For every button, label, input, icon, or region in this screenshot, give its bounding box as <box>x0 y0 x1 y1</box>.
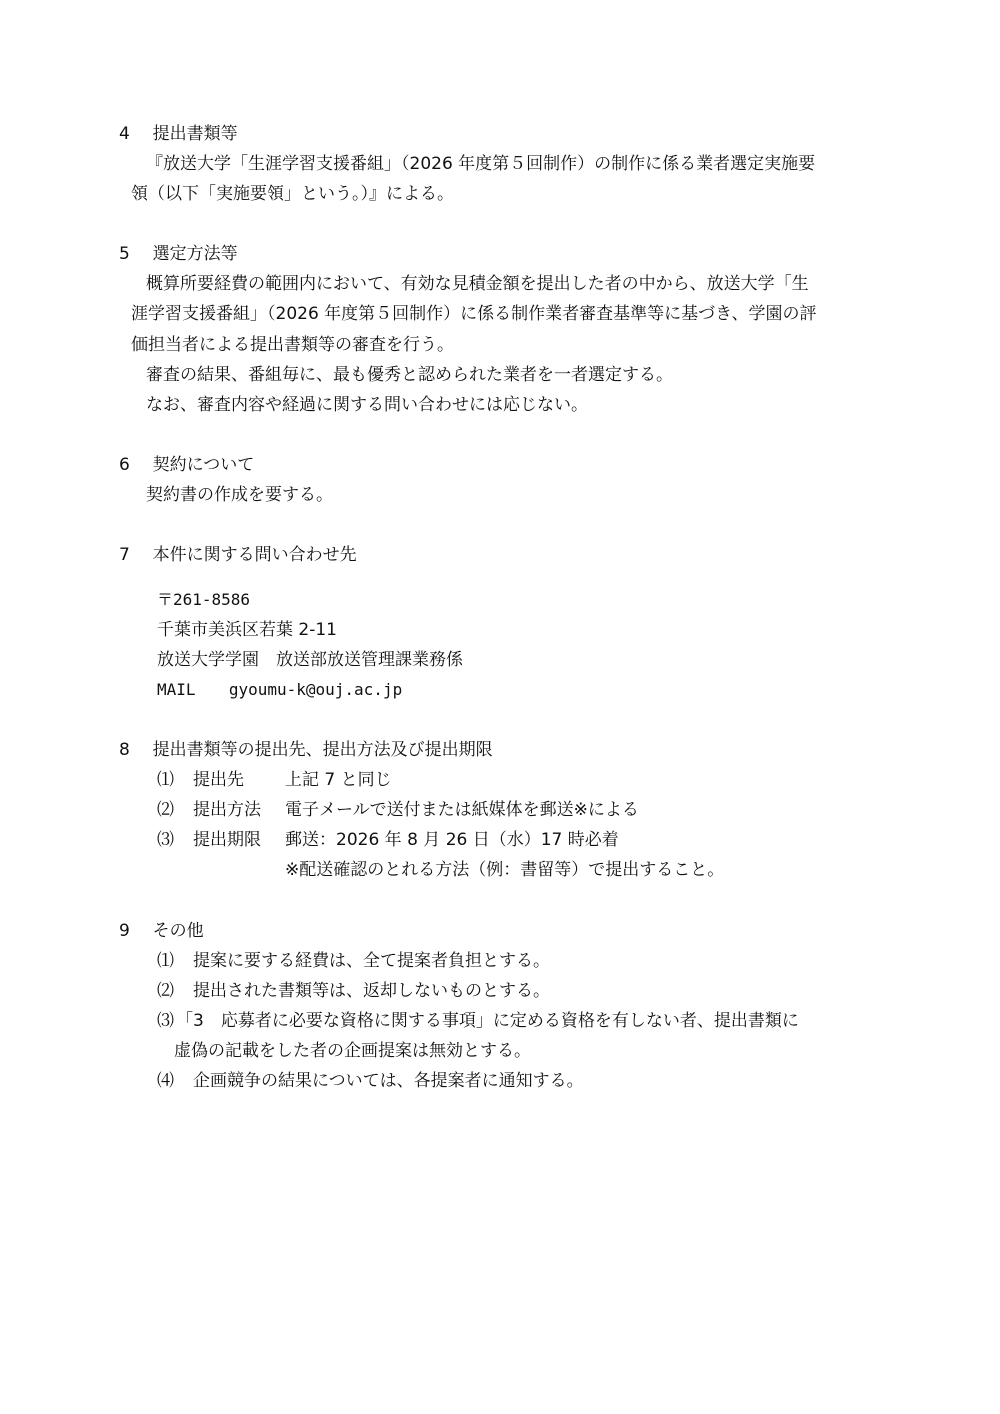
item-number: ⑶ <box>157 830 174 850</box>
section-5-line-3: 価担当者による提出書類等の審査を行う。 <box>131 335 454 355</box>
section-4-line-1: 『放送大学「生涯学習支援番組」（2026 年度第５回制作）の制作に係る業者選定実施要 <box>146 154 816 174</box>
item-value: 上記 7 と同じ <box>285 770 392 790</box>
section-title: その他 <box>152 921 204 941</box>
contact-postal-code: 〒261-8586 <box>157 590 251 609</box>
section-8-heading <box>119 739 493 761</box>
section-5-line-1: 概算所要経費の範囲内において、有効な見積金額を提出した者の中から、放送大学「生 <box>146 274 809 294</box>
section-title: 提出書類等の提出先、提出方法及び提出期限 <box>152 740 493 760</box>
item-text: 提案に要する経費は、全て提案者負担とする。 <box>193 951 550 971</box>
section-number: 8 <box>119 740 130 760</box>
delivery-note: ※配送確認のとれる方法（例：書留等）で提出すること。 <box>285 860 725 880</box>
section-5-heading <box>119 243 238 265</box>
section-9-heading <box>119 920 204 942</box>
section-number: 9 <box>119 921 130 941</box>
section-title: 選定方法等 <box>152 244 238 264</box>
item-label: 提出方法 <box>193 800 261 820</box>
item-value: 電子メールで送付または紙媒体を郵送※による <box>285 800 639 820</box>
mail-label: MAIL <box>157 680 196 699</box>
section-6-heading <box>119 454 254 476</box>
item-text: 「3 応募者に必要な資格に関する事項」に定める資格を有しない者、提出書類に <box>176 1011 799 1031</box>
contact-mail <box>157 679 402 701</box>
item-text: 提出された書類等は、返却しないものとする。 <box>193 981 550 1001</box>
item-number: ⑵ <box>157 800 174 820</box>
section-5-line-4: 審査の結果、番組毎に、最も優秀と認められた業者を一者選定する。 <box>146 365 673 385</box>
section-title: 本件に関する問い合わせ先 <box>152 545 357 565</box>
item-number: ⑷ <box>157 1071 174 1091</box>
section-number: 6 <box>119 455 130 475</box>
item-text: 企画競争の結果については、各提案者に通知する。 <box>193 1071 584 1091</box>
item-number: ⑵ <box>157 981 174 1001</box>
item-number: ⑴ <box>157 770 174 790</box>
section-6-line-1: 契約書の作成を要する。 <box>146 485 333 505</box>
section-7-heading <box>119 544 357 566</box>
section-title: 契約について <box>152 455 255 475</box>
section-title: 提出書類等 <box>152 124 238 144</box>
section-number: 7 <box>119 545 130 565</box>
item-text-continued: 虚偽の記載をした者の企画提案は無効とする。 <box>174 1041 531 1061</box>
contact-organization: 放送大学学園 放送部放送管理課業務係 <box>157 650 463 670</box>
section-number: 4 <box>119 124 130 144</box>
item-label: 提出先 <box>193 770 244 790</box>
item-number: ⑶ <box>157 1011 174 1031</box>
section-number: 5 <box>119 244 130 264</box>
section-5-line-5: なお、審査内容や経過に関する問い合わせには応じない。 <box>146 395 588 415</box>
section-4-heading <box>119 123 238 145</box>
item-label: 提出期限 <box>193 830 261 850</box>
contact-address: 千葉市美浜区若葉 2-11 <box>157 620 337 640</box>
item-number: ⑴ <box>157 951 174 971</box>
section-5-line-2: 涯学習支援番組」（2026 年度第５回制作）に係る制作業者審査基準等に基づき、学園の評 <box>131 304 817 324</box>
item-value: 郵送：2026 年 8 月 26 日（水）17 時必着 <box>285 830 619 850</box>
section-4-line-2: 領（以下「実施要領」という。）』による。 <box>131 184 454 204</box>
mail-address-link[interactable]: gyoumu-k@ouj.ac.jp <box>228 680 403 699</box>
